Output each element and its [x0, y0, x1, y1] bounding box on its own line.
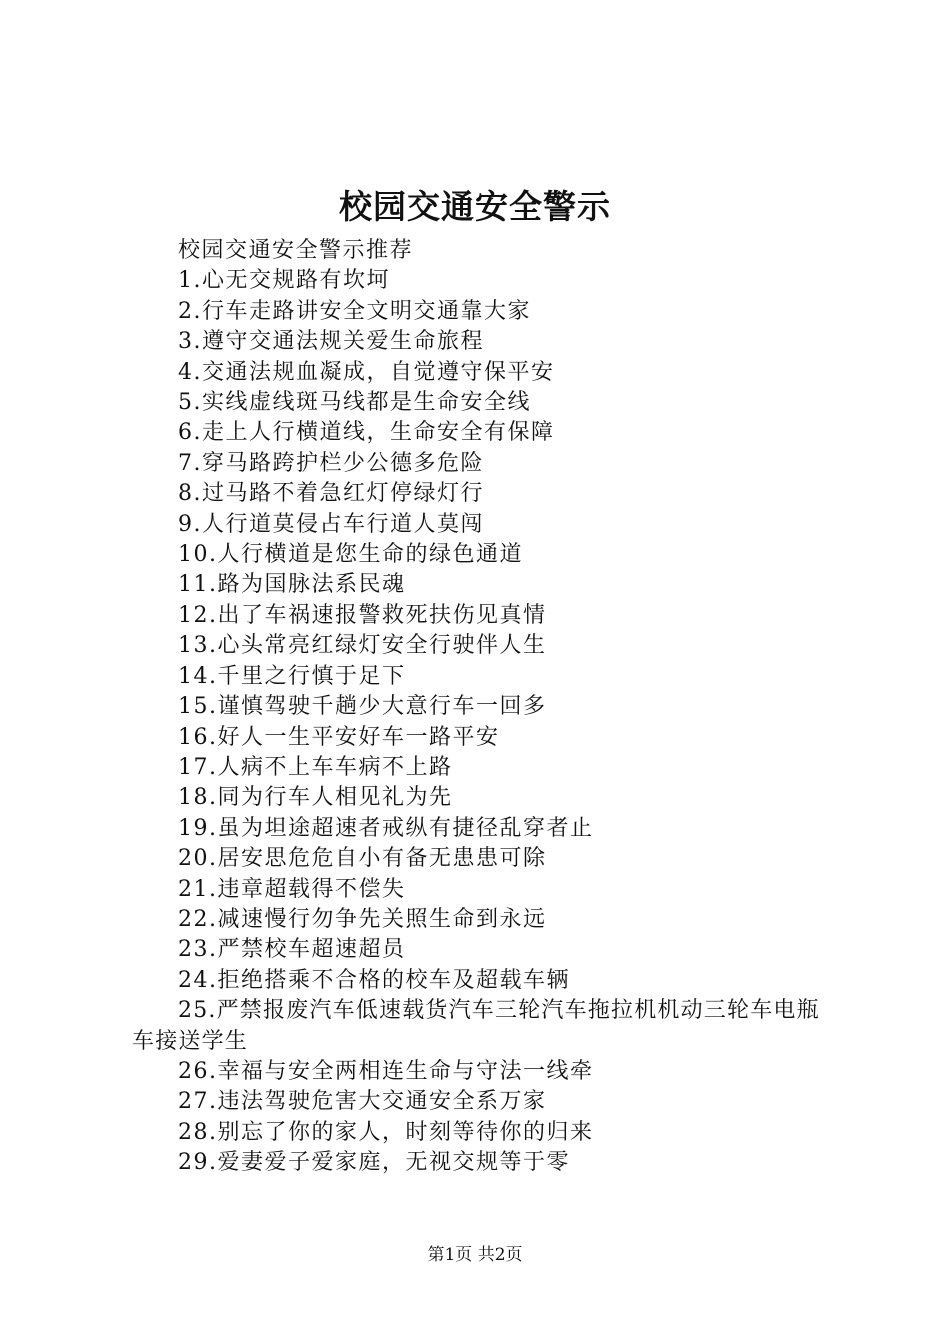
page-number: 第1页 共2页 [427, 1245, 523, 1265]
list-item: 27.违法驾驶危害大交通安全系万家 [178, 1089, 547, 1115]
list-item: 3.遵守交通法规关爱生命旅程 [178, 329, 484, 355]
list-item: 4.交通法规血凝成，自觉遵守保平安 [178, 359, 555, 385]
document-body [132, 236, 832, 1179]
list-item: 9.人行道莫侵占车行道人莫闯 [178, 511, 484, 537]
page-title: 校园交通安全警示 [339, 187, 611, 226]
list-item: 6.走上人行横道线，生命安全有保障 [178, 420, 555, 446]
list-item: 20.居安思危危自小有备无患患可除 [178, 846, 547, 872]
list-item: 17.人病不上车车病不上路 [178, 754, 453, 780]
list-item: 13.心头常亮红绿灯安全行驶伴人生 [178, 633, 547, 659]
list-item: 15.谨慎驾驶千趟少大意行车一回多 [178, 694, 547, 720]
list-item: 22.减速慢行勿争先关照生命到永远 [178, 906, 547, 932]
list-item: 26.幸福与安全两相连生命与守法一线牵 [178, 1058, 594, 1084]
list-item: 25.严禁报废汽车低速载货汽车三轮汽车拖拉机机动三轮车电瓶车接送学生 [132, 998, 820, 1054]
list-item: 16.好人一生平安好车一路平安 [178, 724, 500, 750]
list-item: 18.同为行车人相见礼为先 [178, 785, 453, 811]
list-item: 14.千里之行慎于足下 [178, 663, 406, 689]
list-item: 8.过马路不着急红灯停绿灯行 [178, 481, 484, 507]
list-item: 5.实线虚线斑马线都是生命安全线 [178, 390, 531, 416]
list-item: 19.虽为坦途超速者戒纵有捷径乱穿者止 [178, 815, 594, 841]
list-item: 12.出了车祸速报警救死扶伤见真情 [178, 602, 547, 628]
list-item: 28.别忘了你的家人，时刻等待你的归来 [178, 1119, 594, 1145]
list-item: 1.心无交规路有坎坷 [178, 268, 390, 294]
list-item: 21.违章超载得不偿失 [178, 876, 406, 902]
list-item: 2.行车走路讲安全文明交通靠大家 [178, 298, 531, 324]
list-item: 11.路为国脉法系民魂 [178, 572, 406, 598]
list-item: 29.爱妻爱子爱家庭，无视交规等于零 [178, 1150, 570, 1176]
list-item: 24.拒绝搭乘不合格的校车及超载车辆 [178, 967, 570, 993]
subtitle: 校园交通安全警示推荐 [178, 238, 414, 263]
list-item: 10.人行横道是您生命的绿色通道 [178, 542, 523, 568]
list-item: 7.穿马路跨护栏少公德多危险 [178, 450, 484, 476]
list-item: 23.严禁校车超速超员 [178, 937, 406, 963]
